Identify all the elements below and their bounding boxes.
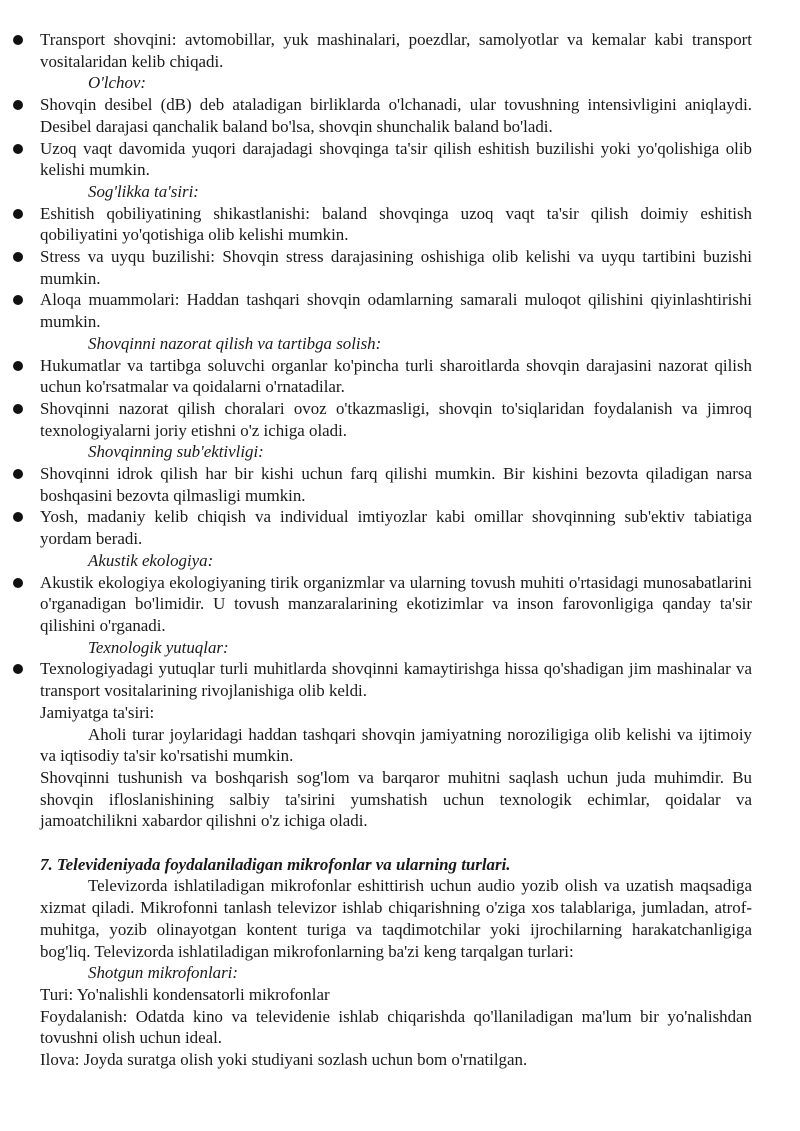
list-item (40, 29, 752, 72)
list-item (40, 398, 752, 441)
bullet-icon (13, 100, 23, 110)
bullet-text: Stress va uyqu buzilishi: Shovqin stress darajasining oshishiga olib kelishi va uyqu tartibini buzishi mumkin. (40, 247, 752, 288)
subheading-nazorat: Shovqinni nazorat qilish va tartibga solish: (88, 333, 382, 353)
bullet-icon (13, 512, 23, 522)
bullet-icon (13, 578, 23, 588)
list-item (40, 289, 752, 332)
list-item (40, 506, 752, 549)
bullet-icon (13, 144, 23, 154)
subheading-akustik: Akustik ekologiya: (88, 550, 214, 570)
bullet-icon (13, 664, 23, 674)
subheading-texno: Texnologik yutuqlar: (88, 637, 229, 657)
section-intro-paragraph: Televizorda ishlatiladigan mikrofonlar eshittirish uchun audio yozib olish va uzatish maqsadiga xizmat qiladi. Mikrofonni tanlash televizor ishlab chiqarishning o'ziga xos talablariga, jumladan, atrof-muhitga, yozib olinayotgan kontent turiga va taqdimotchilar yoki ijrochilarning harakatchanligiga bog'liq. Televizorda ishlatiladigan mikrofonlarning ba'zi keng tarqalgan turlari: (40, 876, 752, 961)
list-item (40, 463, 752, 506)
list-item (40, 572, 752, 637)
bullet-text: Shovqinni idrok qilish har bir kishi uchun farq qilishi mumkin. Bir kishini bezovta qiladigan narsa boshqasini bezovta qilmasligi mumkin. (40, 464, 752, 505)
bullet-text: Akustik ekologiya ekologiyaning tirik organizmlar va ularning tovush muhiti o'rtasidagi munosabatlarini o'rganadigan bo'limidir. U tovush manzaralarining ekotizimlar va inson farovonligiga qanday ta'sir qilishini o'rganadi. (40, 572, 752, 635)
bullet-text: Aloqa muammolari: Haddan tashqari shovqin odamlarning samarali muloqot qilishini qiyinlashtirishi mumkin. (40, 290, 752, 332)
list-item (40, 138, 752, 181)
shotgun-application: Ilova: Joyda suratga olish yoki studiyani sozlash uchun bom o'rnatilgan. (40, 1050, 528, 1070)
bullet-text: Shovqinni nazorat qilish choralari ovoz o'tkazmasligi, shovqin to'siqlaridan foydalanish va jimroq texnologiyalarni joriy etishni o'z ichiga oladi. (40, 398, 752, 440)
bullet-icon (13, 361, 23, 371)
shotgun-type: Turi: Yo'nalishli kondensatorli mikrofonlar (40, 984, 330, 1004)
subheading-shotgun: Shotgun mikrofonlari: (88, 963, 238, 983)
bullet-icon (13, 252, 23, 262)
bullet-icon (13, 295, 23, 305)
spacer (40, 832, 752, 854)
bullet-icon (13, 404, 23, 414)
section-heading: 7. Televideniyada foydalaniladigan mikrofonlar va ularning turlari. (40, 854, 511, 874)
bullet-text: Yosh, madaniy kelib chiqish va individual imtiyozlar kabi omillar shovqinning sub'ektiv tabiatiga yordam beradi. (40, 507, 752, 549)
bullet-icon (13, 469, 23, 479)
bullet-icon (13, 209, 23, 219)
bullet-text: Eshitish qobiliyatining shikastlanishi: baland shovqinga uzoq vaqt ta'sir qilish doimiy eshitish qobiliyatini yo'qotishiga olib kelishi mumkin. (40, 203, 752, 245)
list-item (40, 94, 752, 137)
subheading-olchov: O'lchov: (88, 73, 147, 93)
subheading-subyektiv: Shovqinning sub'ektivligi: (88, 442, 264, 462)
list-item (40, 203, 752, 246)
bullet-text: Texnologiyadagi yutuqlar turli muhitlarda shovqinni kamaytirishga hissa qo'shadigan jim mashinalar va transport vositalarining rivojlanishiga olib keldi. (40, 659, 752, 701)
list-item (40, 658, 752, 701)
jamiyat-paragraph: Aholi turar joylaridagi haddan tashqari shovqin jamiyatning noroziligiga olib kelishi va ijtimoiy va iqtisodiy ta'sir ko'rsatishi mumkin. (40, 724, 752, 766)
conclusion-paragraph: Shovqinni tushunish va boshqarish sog'lom va barqaror muhitni saqlash uchun juda muhimdir. Bu shovqin ifloslanishining salbiy ta'sirini yumshatish uchun texnologik echimlar, qoidalar va jamoatchilikni xabardor qilishni o'z ichiga oladi. (40, 767, 752, 831)
list-item (40, 246, 752, 289)
subheading-soglik: Sog'likka ta'siri: (88, 181, 199, 201)
bullet-icon (13, 35, 23, 45)
bullet-text: Transport shovqini: avtomobillar, yuk mashinalari, poezdlar, samolyotlar va kemalar kabi transport vositalaridan kelib chiqadi. (40, 30, 752, 71)
bullet-text: Hukumatlar va tartibga soluvchi organlar ko'pincha turli sharoitlarda shovqin darajasini nazorat qilish uchun ko'rsatmalar va qoidalarni o'rnatadilar. (40, 355, 752, 397)
jamiyat-label: Jamiyatga ta'siri: (40, 702, 155, 722)
list-item (40, 355, 752, 398)
bullet-text: Uzoq vaqt davomida yuqori darajadagi shovqinga ta'sir qilish eshitish buzilishi yoki yo'qolishiga olib kelishi mumkin. (40, 138, 752, 180)
bullet-text: Shovqin desibel (dB) deb ataladigan birliklarda o'lchanadi, ular tovushning intensivligini aniqlaydi. Desibel darajasi qanchalik baland bo'lsa, shovqin shunchalik baland bo'ladi. (40, 95, 752, 136)
shotgun-use: Foydalanish: Odatda kino va televidenie ishlab chiqarishda qo'llaniladigan ma'lum bir yo'nalishdan tovushni olish uchun ideal. (40, 1006, 752, 1048)
